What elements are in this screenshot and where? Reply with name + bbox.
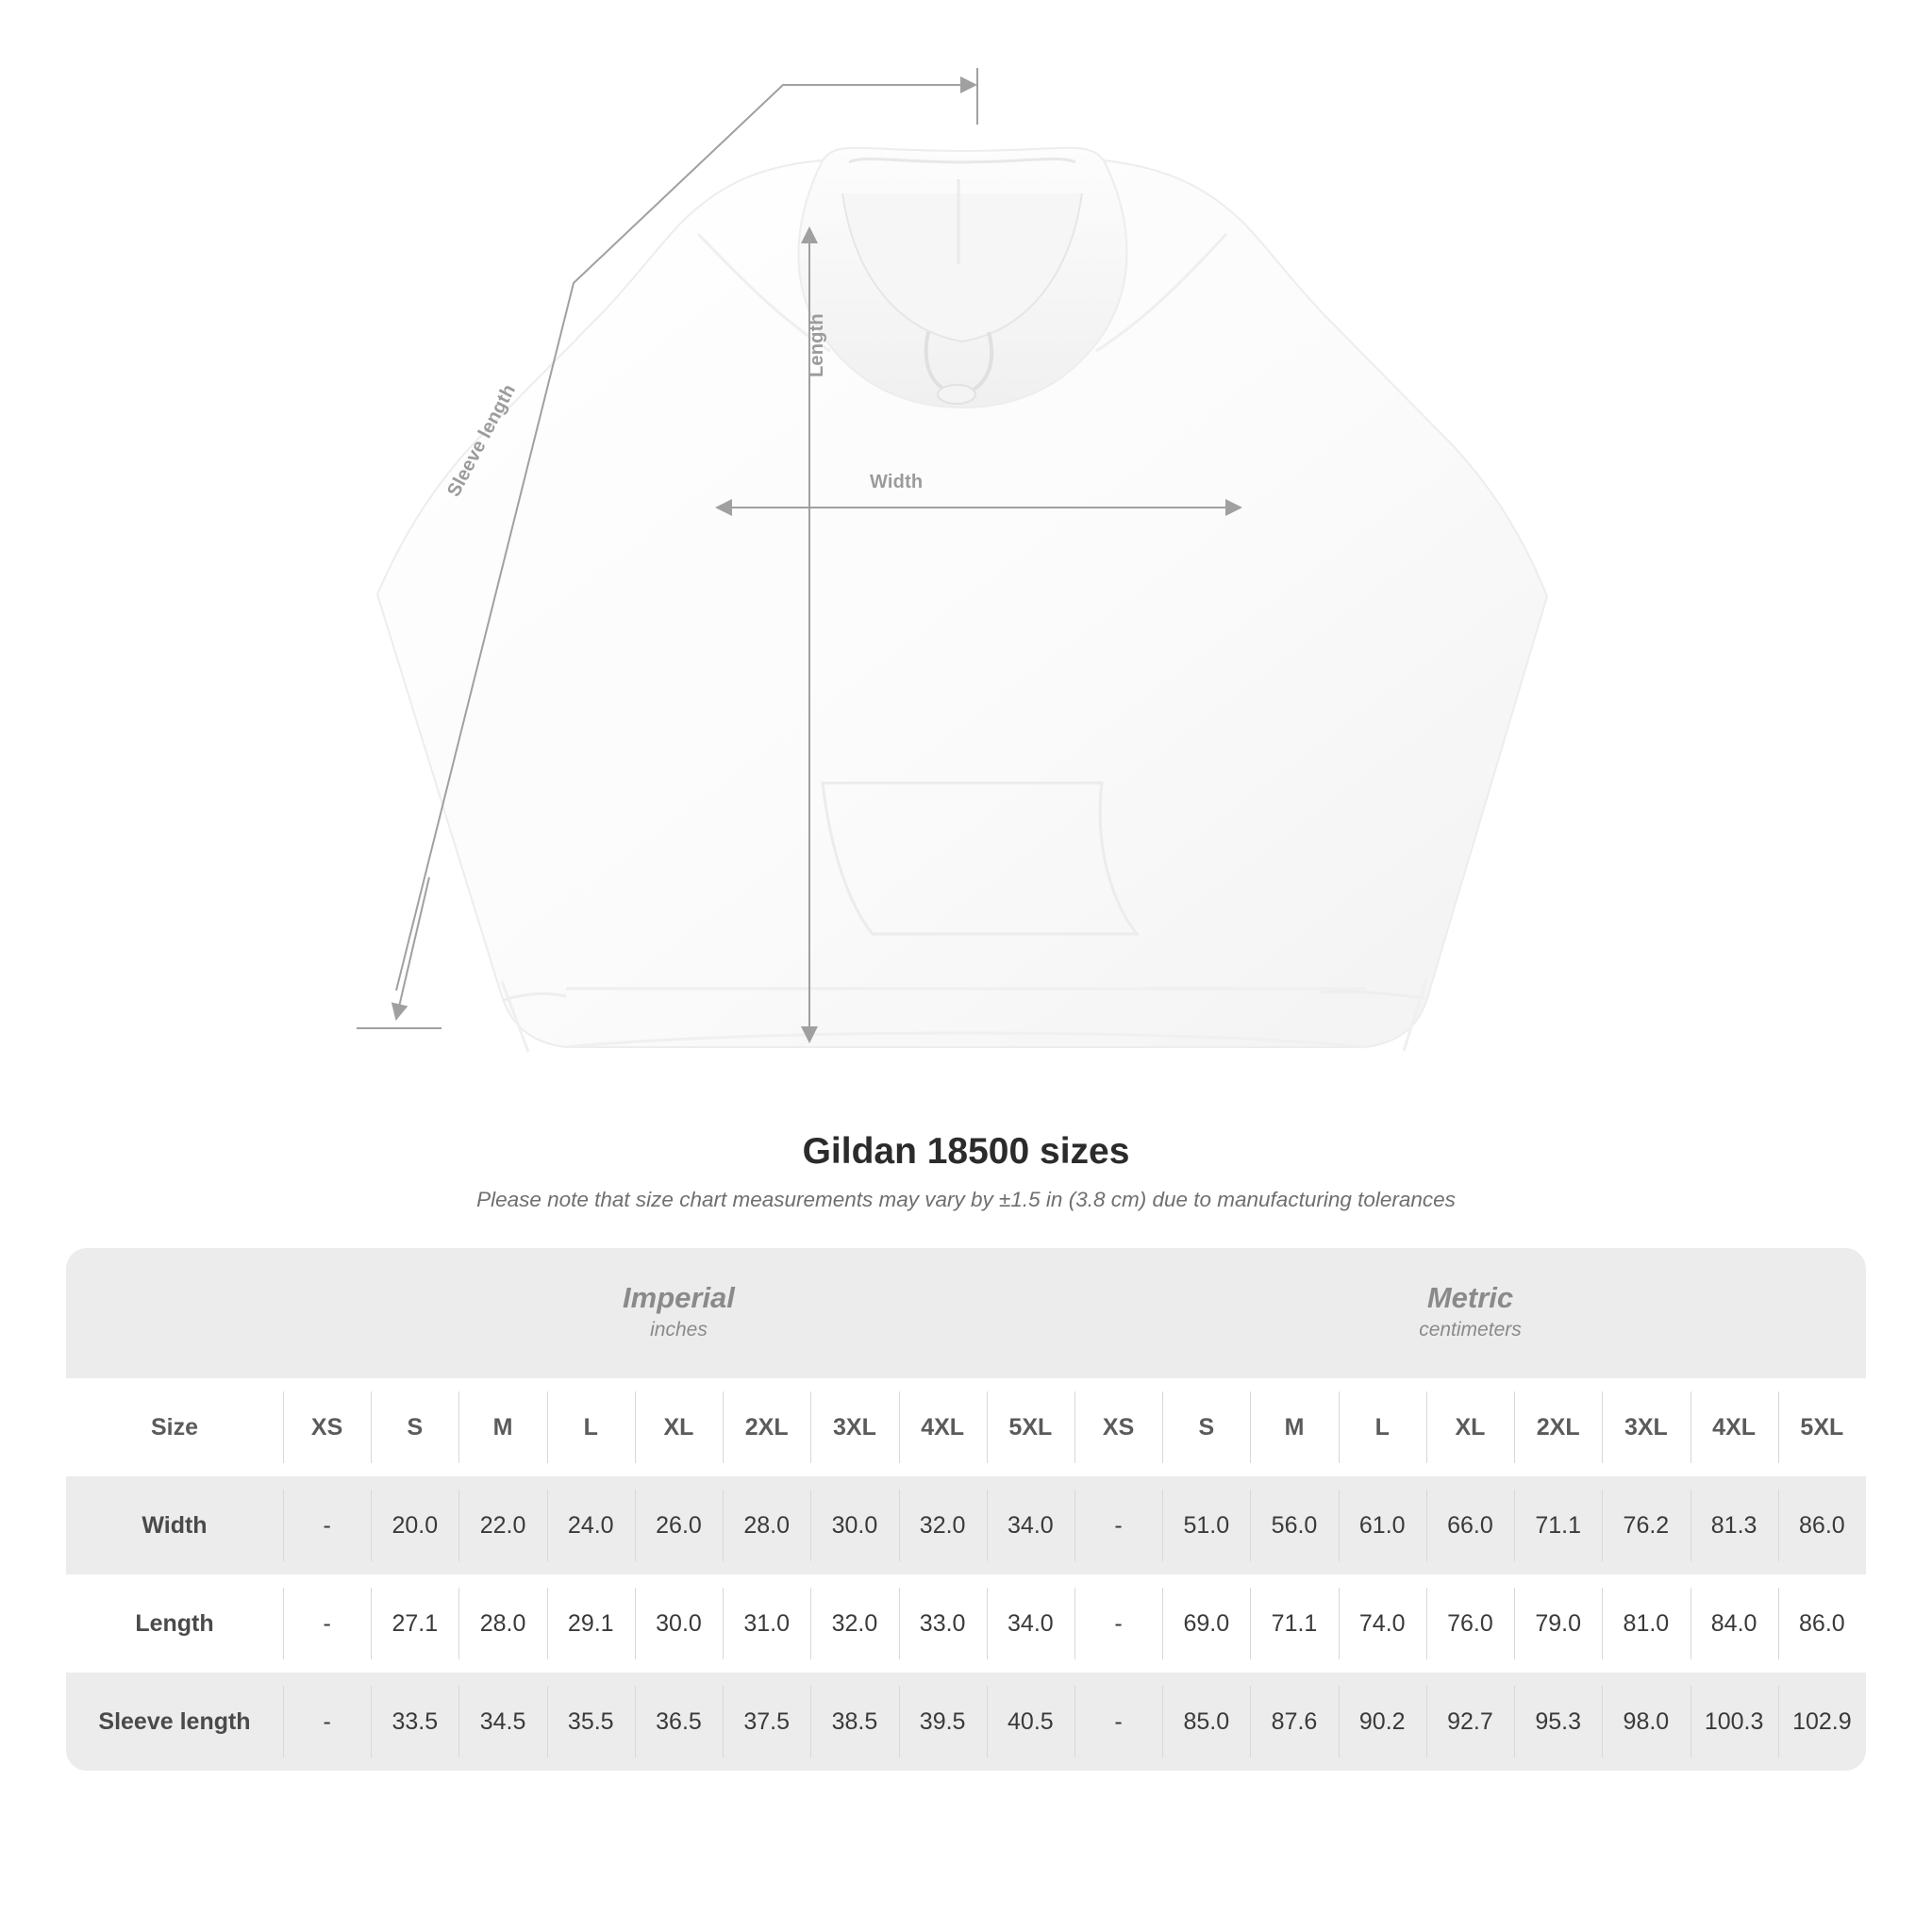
tolerance-note: Please note that size chart measurements may vary by ±1.5 in (3.8 cm) due to manufacturing tolerances [476,1188,1456,1211]
cell: 85.0 [1162,1673,1250,1771]
size-header-label: Size [66,1378,283,1476]
cell: 30.0 [810,1476,898,1574]
cell: 81.0 [1602,1574,1690,1673]
cell: 87.6 [1250,1673,1338,1771]
cell: 32.0 [810,1574,898,1673]
cell: 34.0 [987,1476,1074,1574]
cell: 33.0 [899,1574,987,1673]
length-label: Length [807,313,827,377]
cell: 76.0 [1426,1574,1514,1673]
cell: 35.5 [547,1673,635,1771]
unit-header-imperial [283,1248,1074,1378]
cell: 66.0 [1426,1476,1514,1574]
cell: 28.0 [458,1574,546,1673]
cell: 20.0 [371,1476,458,1574]
cell: - [283,1476,371,1574]
unit-sub-imperial: inches [650,1319,708,1341]
unit-name-imperial: Imperial [623,1281,735,1315]
size-table [66,1248,1866,1771]
cell: - [1074,1476,1162,1574]
size-header-cell: 5XL [987,1378,1074,1476]
size-header-row [66,1378,1866,1476]
size-header-cell: L [1339,1378,1426,1476]
cell: 69.0 [1162,1574,1250,1673]
cell: 79.0 [1514,1574,1602,1673]
size-header-cell: S [371,1378,458,1476]
cell: 36.5 [635,1673,723,1771]
cell: 40.5 [987,1673,1074,1771]
size-header-cell: 3XL [810,1378,898,1476]
size-header-cell: 4XL [1690,1378,1778,1476]
size-header-cell: S [1162,1378,1250,1476]
cell: 22.0 [458,1476,546,1574]
cell: 31.0 [723,1574,810,1673]
cell: 28.0 [723,1476,810,1574]
unit-header-row [66,1248,1866,1378]
cell: 74.0 [1339,1574,1426,1673]
cell: 37.5 [723,1673,810,1771]
row-label: Width [66,1476,283,1574]
cell: 34.0 [987,1574,1074,1673]
cell: 29.1 [547,1574,635,1673]
unit-sub-metric: centimeters [1419,1319,1522,1341]
size-header-cell: L [547,1378,635,1476]
table-row [66,1574,1866,1673]
page-title: Gildan 18500 sizes [802,1131,1130,1172]
cell: 30.0 [635,1574,723,1673]
hoodie-shape [377,148,1547,1052]
size-header-cell: M [1250,1378,1338,1476]
size-header-cell: 5XL [1778,1378,1866,1476]
cell: 95.3 [1514,1673,1602,1771]
unit-header-spacer [66,1248,283,1378]
cell: 61.0 [1339,1476,1426,1574]
cell: 32.0 [899,1476,987,1574]
cell: 39.5 [899,1673,987,1771]
cell: 33.5 [371,1673,458,1771]
cell: 56.0 [1250,1476,1338,1574]
cell: 84.0 [1690,1574,1778,1673]
size-header-cell: 2XL [723,1378,810,1476]
cell: 71.1 [1514,1476,1602,1574]
sleeve-arrow [396,877,429,1019]
cell: 86.0 [1778,1476,1866,1574]
cell: 81.3 [1690,1476,1778,1574]
unit-header-metric [1074,1248,1866,1378]
cell: - [283,1574,371,1673]
cell: 86.0 [1778,1574,1866,1673]
size-header-cell: XL [635,1378,723,1476]
cell: 90.2 [1339,1673,1426,1771]
cell: 76.2 [1602,1476,1690,1574]
cell: - [1074,1574,1162,1673]
cell: 34.5 [458,1673,546,1771]
size-header-cell: XS [1074,1378,1162,1476]
cell: 24.0 [547,1476,635,1574]
size-header-cell: 2XL [1514,1378,1602,1476]
size-header-cell: XL [1426,1378,1514,1476]
cell: 102.9 [1778,1673,1866,1771]
cell: 51.0 [1162,1476,1250,1574]
row-label: Length [66,1574,283,1673]
cell: 71.1 [1250,1574,1338,1673]
unit-name-metric: Metric [1426,1281,1514,1315]
width-label: Width [870,472,924,492]
cell: 26.0 [635,1476,723,1574]
cell: - [1074,1673,1162,1771]
cell: 38.5 [810,1673,898,1771]
row-label: Sleeve length [66,1673,283,1771]
cell: 98.0 [1602,1673,1690,1771]
sleeve-length-label: Sleeve length [443,380,521,501]
table-row [66,1673,1866,1771]
table-row [66,1476,1866,1574]
cell: 100.3 [1690,1673,1778,1771]
size-table-wrapper [66,1248,1866,1771]
size-header-cell: M [458,1378,546,1476]
cell: - [283,1673,371,1771]
cell: 27.1 [371,1574,458,1673]
title-block [0,1131,1932,1212]
size-header-cell: 3XL [1602,1378,1690,1476]
size-header-cell: XS [283,1378,371,1476]
size-header-cell: 4XL [899,1378,987,1476]
cell: 92.7 [1426,1673,1514,1771]
